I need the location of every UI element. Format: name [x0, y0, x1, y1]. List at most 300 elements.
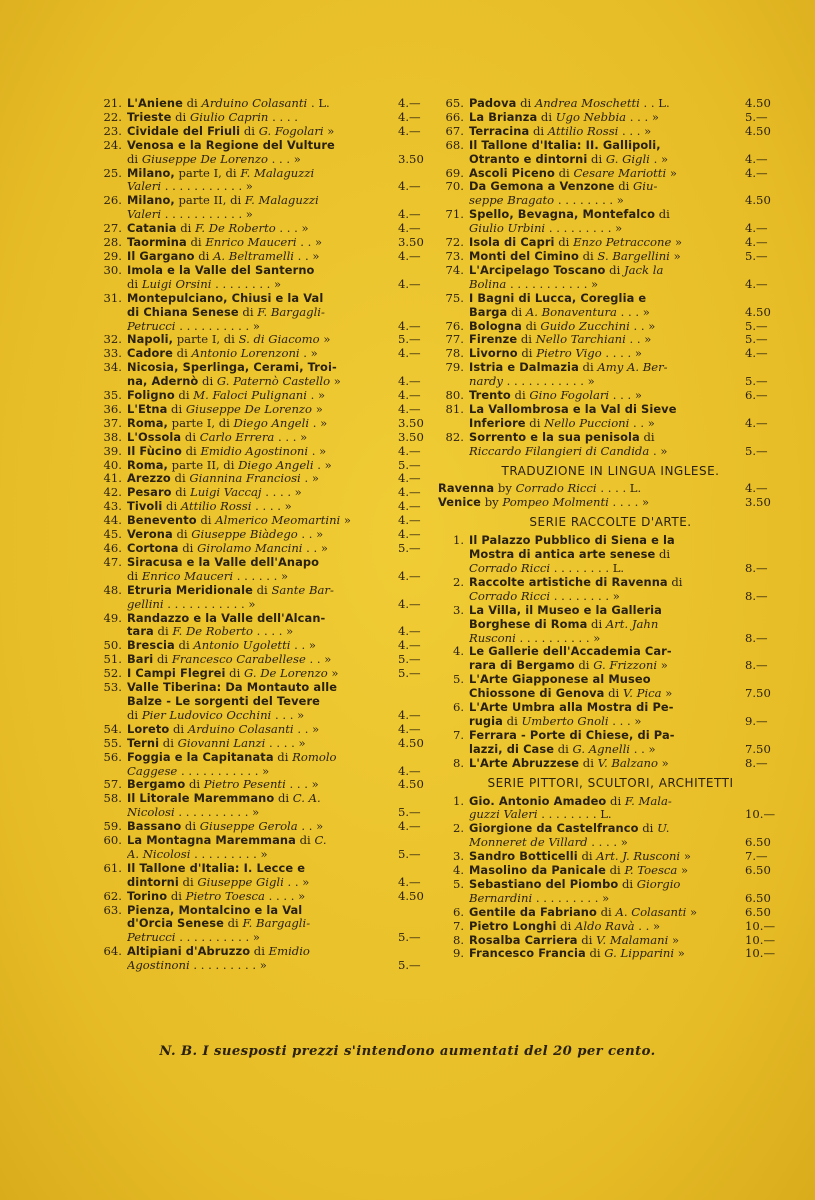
entry-price: 3.50 — [398, 235, 424, 250]
catalog-entry — [438, 496, 783, 510]
entry-number: 28. — [103, 235, 122, 250]
entry-filler: . . . . . . . . . » — [532, 891, 610, 905]
entry-title: Gio. Antonio Amadeo — [469, 794, 607, 808]
entry-line — [469, 906, 745, 920]
entry-filler: . . » — [629, 319, 656, 333]
entry-author: seppe Bragato — [469, 194, 555, 208]
entry-author: Sante Bar- — [271, 583, 334, 597]
entry-title: rara di Bergamo — [469, 659, 575, 673]
entry-title: L'Arte Giapponese al Museo — [469, 673, 651, 687]
entry-line — [469, 659, 745, 673]
entry-author: A. Beltramelli — [213, 249, 294, 263]
entry-author: Girolamo Mancini — [197, 542, 303, 555]
entry-filler: parte II, di — [167, 458, 239, 472]
catalog-entry — [96, 445, 436, 459]
entry-price: 4.— — [745, 276, 768, 291]
entry-number: 6. — [452, 904, 464, 919]
entry-line — [469, 431, 745, 445]
entry-line — [127, 236, 398, 250]
catalog-entry — [96, 612, 436, 640]
entry-line — [469, 850, 745, 864]
entry-filler: di — [240, 124, 259, 138]
entry-filler: di — [225, 667, 244, 681]
entry-filler: di — [638, 822, 658, 836]
entry-line — [469, 320, 745, 334]
entry-author: Enrico Mauceri — [141, 569, 234, 583]
entry-price: 5.— — [398, 457, 421, 472]
entry-line — [127, 472, 398, 486]
entry-filler: di — [170, 472, 190, 486]
entry-line — [127, 361, 398, 375]
entry-line — [469, 836, 745, 850]
entry-author: Giuseppe De Lorenzo — [141, 152, 268, 166]
entry-title: Arezzo — [127, 472, 171, 486]
entry-filler: di — [655, 208, 670, 222]
entry-title: Padova — [469, 97, 517, 110]
entry-line — [469, 125, 745, 139]
entry-filler: . » — [308, 444, 327, 458]
entry-price: 4.— — [398, 499, 421, 514]
entry-filler: di — [223, 917, 243, 931]
entry-author: Petrucci — [127, 319, 176, 333]
entry-price: 4.— — [398, 179, 421, 194]
entry-line — [127, 904, 398, 918]
catalog-entry — [96, 403, 436, 417]
entry-text — [127, 347, 398, 361]
entry-line — [469, 576, 745, 590]
entry-line — [127, 306, 398, 320]
entry-price: 5.— — [398, 332, 421, 347]
entry-price: 8.— — [745, 658, 768, 673]
entry-number: 67. — [445, 123, 464, 138]
entry-filler: di — [510, 389, 530, 403]
entry-author: Pompeo Molmenti — [502, 496, 609, 510]
entry-filler: . . . . . . . . L. — [537, 808, 612, 822]
right-column — [438, 97, 783, 961]
entry-text — [127, 778, 398, 792]
entry-line — [127, 612, 398, 626]
entry-number: 68. — [445, 137, 464, 152]
entry-author: F. Malaguzzi — [240, 166, 315, 180]
entry-text — [469, 864, 745, 878]
catalog-entry — [96, 389, 436, 403]
entry-number: 30. — [103, 262, 122, 277]
entry-text — [127, 681, 398, 723]
catalog-entry — [96, 834, 436, 862]
entry-title: Le Gallerie dell'Accademia Car- — [469, 645, 672, 659]
entry-filler: di — [172, 528, 192, 542]
entry-filler: . » — [309, 416, 328, 430]
entry-title: Nicosia, Sperlinga, Cerami, Troi- — [127, 361, 337, 375]
entry-price: 4.50 — [398, 888, 424, 903]
entry-title: Roma, — [127, 458, 168, 472]
entry-price: 3.50 — [398, 151, 424, 166]
entry-title: Ravenna — [438, 482, 495, 496]
entry-number: 35. — [103, 388, 122, 403]
entry-filler: di — [176, 222, 196, 236]
entry-title: Catania — [127, 222, 177, 236]
entry-author: V. Pica — [622, 687, 662, 701]
entry-text — [469, 111, 745, 125]
entry-line — [438, 496, 745, 510]
entry-title: Benevento — [127, 514, 197, 528]
entry-number: 55. — [103, 735, 122, 750]
entry-number: 42. — [103, 485, 122, 500]
entry-price: 4.— — [745, 221, 768, 236]
catalog-entry — [96, 542, 436, 556]
entry-price: 6.50 — [745, 890, 771, 905]
entry-text — [127, 514, 398, 528]
entry-price: 4.— — [745, 415, 768, 430]
entry-title: Monti del Cimino — [469, 249, 579, 263]
entry-text — [127, 97, 398, 111]
entry-filler: di — [577, 850, 597, 864]
entry-filler: di — [507, 305, 526, 319]
entry-title: Loreto — [127, 722, 170, 736]
entry-filler: . . » — [294, 249, 320, 263]
catalog-entry — [438, 320, 783, 334]
entry-filler: di — [198, 375, 217, 389]
entry-line — [127, 778, 398, 792]
entry-number: 79. — [445, 360, 464, 375]
entry-number: 21. — [103, 96, 122, 110]
entry-line — [127, 445, 398, 459]
entry-text — [469, 403, 745, 431]
catalog-entry — [96, 292, 436, 334]
entry-filler: parte I, di — [173, 333, 239, 347]
entry-line — [127, 917, 398, 931]
catalog-entry — [438, 208, 783, 236]
entry-author: Giuseppe De Lorenzo — [185, 402, 313, 416]
entry-number: 82. — [445, 429, 464, 444]
entry-author: G. Lipparini — [604, 947, 675, 961]
entry-price: 4.— — [398, 318, 421, 333]
entry-author: Giu- — [633, 180, 658, 194]
entry-price: 4.50 — [745, 304, 771, 319]
entry-title: Sandro Botticelli — [469, 850, 578, 864]
entry-text — [127, 612, 398, 640]
entry-filler: di — [167, 402, 186, 416]
entry-filler: . . » — [297, 528, 324, 542]
entry-number: 76. — [445, 318, 464, 333]
entry-price: 6.50 — [745, 904, 771, 919]
entry-price: 7.50 — [745, 686, 771, 701]
entry-filler: di — [169, 722, 188, 736]
entry-title: L'Etna — [127, 402, 168, 416]
entry-number: 53. — [103, 680, 122, 695]
entry-number: 51. — [103, 652, 122, 667]
entry-number: 61. — [103, 860, 122, 875]
catalog-entry — [96, 139, 436, 167]
entry-price: 4.— — [398, 513, 421, 528]
entry-number: 75. — [445, 290, 464, 305]
entry-number: 4. — [452, 644, 464, 659]
entry-text — [127, 389, 398, 403]
entry-title: Pienza, Montalcino e la Val — [127, 903, 303, 917]
entry-filler: di — [127, 569, 142, 583]
entry-filler: di — [537, 110, 556, 124]
entry-filler: » — [671, 236, 683, 250]
entry-line — [469, 222, 745, 236]
entry-author: guzzi Valeri — [469, 808, 538, 822]
pittori-header: SERIE PITTORI, SCULTORI, ARCHITETTI — [487, 775, 734, 790]
entry-title: Torino — [127, 889, 168, 903]
entry-text — [127, 139, 398, 167]
entry-number: 52. — [103, 666, 122, 681]
entry-filler: di — [556, 919, 576, 933]
entry-author: Giovanni Lanzi — [177, 736, 266, 750]
entry-text — [469, 822, 745, 850]
entry-filler: di — [516, 97, 535, 110]
entry-text — [127, 751, 398, 779]
entry-price: 5.— — [745, 248, 768, 263]
entry-line — [127, 751, 398, 765]
entry-filler: » — [657, 659, 668, 673]
entry-line — [127, 584, 398, 598]
entry-filler: di — [181, 820, 200, 834]
entry-text — [127, 584, 398, 612]
entry-number: 60. — [103, 833, 122, 848]
entry-line — [469, 590, 745, 604]
entry-author: A. Bonaventura — [525, 305, 617, 319]
catalog-entry — [96, 667, 436, 681]
entry-filler: di — [273, 750, 293, 764]
entry-author: F. De Roberto — [195, 222, 276, 236]
catalog-entry — [438, 347, 783, 361]
entry-text — [469, 431, 745, 459]
catalog-entry — [96, 333, 436, 347]
catalog-entry — [438, 139, 783, 167]
entry-line — [469, 333, 745, 347]
entry-author: F. Mala- — [624, 794, 672, 808]
entry-price: 10.— — [745, 932, 776, 947]
translation-header: TRADUZIONE IN LINGUA INGLESE. — [501, 463, 720, 478]
entry-price: 5.— — [745, 332, 768, 347]
catalog-entry — [96, 222, 436, 236]
entry-line — [469, 97, 745, 111]
catalog-entry — [438, 864, 783, 878]
entry-price: 4.— — [398, 874, 421, 889]
entry-filler: . . . . . . . . . » — [190, 847, 268, 861]
catalog-entry — [438, 111, 783, 125]
entry-price: 7.— — [745, 849, 768, 864]
catalog-entry — [438, 934, 783, 948]
entry-author: G. Gigli — [605, 152, 650, 166]
entry-price: 4.— — [398, 707, 421, 722]
entry-text — [127, 222, 398, 236]
entry-filler: di — [250, 945, 269, 959]
entry-price: 5.— — [398, 541, 421, 555]
entry-filler: . . » — [296, 236, 323, 250]
entry-title: Pietro Longhi — [469, 919, 557, 933]
entry-line — [127, 264, 398, 278]
entry-filler: di — [238, 305, 258, 319]
entry-filler: . . . . . . . . . . » — [175, 931, 261, 945]
entry-price: 4.— — [398, 819, 421, 834]
entry-filler: di — [655, 548, 671, 562]
entry-price: 5.— — [398, 666, 421, 681]
entry-author: Almerico Meomartini — [215, 514, 341, 528]
entry-line — [469, 548, 745, 562]
entry-line — [127, 765, 398, 779]
catalog-entry — [438, 292, 783, 320]
entry-line — [127, 695, 398, 709]
entry-title: Cividale del Friuli — [127, 124, 241, 138]
entry-line — [469, 687, 745, 701]
entry-text — [127, 431, 398, 445]
entry-author: Jack la — [624, 263, 664, 277]
entry-filler: . . . » — [626, 110, 659, 124]
entry-title: L'Arcipelago Toscano — [469, 263, 606, 277]
entry-line — [469, 864, 745, 878]
entry-filler: di — [127, 277, 142, 291]
catalog-entry — [438, 264, 783, 292]
entry-filler: di — [579, 756, 598, 770]
entry-price: 4.— — [398, 763, 421, 778]
entry-author: V. Balzano — [597, 756, 658, 770]
entry-line — [469, 645, 745, 659]
entry-author: Corrado Ricci — [469, 589, 551, 603]
entry-title: Barga — [469, 305, 508, 319]
entry-line — [469, 534, 745, 548]
entry-filler: » — [680, 850, 691, 864]
catalog-entry — [438, 822, 783, 850]
entry-title: Ascoli Piceno — [469, 166, 555, 180]
entry-filler: di — [605, 263, 624, 277]
entry-author: Attilio Rossi — [547, 124, 619, 138]
entry-number: 2. — [452, 574, 464, 589]
entry-line — [469, 562, 745, 576]
catalog-entry — [96, 723, 436, 737]
entry-price: 8.— — [745, 755, 768, 770]
entry-number: 57. — [103, 777, 122, 792]
catalog-entry — [96, 890, 436, 904]
entry-title: Il Tallone d'Italia: II. Gallipoli, — [469, 138, 661, 152]
entry-number: 31. — [103, 290, 122, 305]
entry-author: Caggese — [127, 764, 178, 778]
entry-line — [127, 931, 398, 945]
entry-filler: . . . . — [268, 110, 298, 124]
entry-filler: di — [577, 933, 597, 947]
entry-text — [127, 445, 398, 459]
entry-author: V. Malamani — [596, 933, 669, 947]
entry-author: G. Fogolari — [258, 124, 324, 138]
entry-filler: di — [525, 416, 545, 430]
entry-filler: . . . . » — [264, 889, 306, 903]
catalog-entry — [438, 673, 783, 701]
entry-filler: di — [574, 659, 594, 673]
entry-author: Giulio Caprin — [189, 110, 269, 124]
entry-number: 27. — [103, 221, 122, 236]
entry-price: 4.— — [398, 568, 421, 583]
entry-author: Riccardo Filangieri di Candida — [469, 444, 650, 458]
entry-title: Cortona — [127, 542, 179, 555]
entry-price: 4.— — [745, 235, 768, 250]
entry-number: 7. — [452, 727, 464, 742]
entry-line — [469, 236, 745, 250]
entry-filler: di — [606, 794, 625, 808]
entry-line — [127, 598, 398, 612]
entry-number: 7. — [452, 918, 464, 933]
entry-text — [469, 250, 745, 264]
entry-number: 3. — [452, 602, 464, 617]
entry-number: 66. — [445, 109, 464, 124]
entry-title: lazzi, di Case — [469, 742, 555, 756]
entry-filler: di — [639, 430, 655, 444]
entry-line — [127, 403, 398, 417]
entry-price: 5.— — [398, 846, 421, 861]
entry-line — [469, 795, 745, 809]
entry-line — [469, 250, 745, 264]
entry-price: 4.— — [398, 443, 421, 458]
entry-price: 5.— — [398, 958, 421, 973]
entry-title: Istria e Dalmazia — [469, 361, 579, 375]
entry-line — [469, 701, 745, 715]
entry-text — [469, 934, 745, 948]
entry-title: na, Adernò — [127, 375, 199, 389]
entry-title: Mostra di antica arte senese — [469, 548, 656, 562]
entry-title: d'Orcia Senese — [127, 917, 224, 931]
entry-title: La Montagna Maremmana — [127, 834, 296, 848]
entry-author: A. Colasanti — [615, 905, 687, 919]
entry-number: 50. — [103, 638, 122, 653]
entry-filler: di — [554, 236, 574, 250]
translation-entries — [438, 482, 783, 510]
entry-line — [127, 542, 398, 556]
entry-author: Giorgio — [636, 877, 681, 891]
entry-filler: di — [178, 875, 198, 889]
entry-line — [127, 389, 398, 403]
catalog-entry — [96, 236, 436, 250]
entry-filler: parte I, di — [167, 416, 234, 430]
entry-filler: . L. — [307, 97, 330, 110]
entry-text — [127, 862, 398, 890]
entry-number: 33. — [103, 346, 122, 361]
catalog-entry — [438, 576, 783, 604]
footer-note: N. B. I suesposti prezzi s'intendono aumentati del 20 per cento. — [159, 1044, 656, 1059]
entry-text — [127, 556, 398, 584]
entry-filler: . . . . . . . . . . » — [175, 319, 261, 333]
entry-author: Giuseppe Gigli — [197, 875, 284, 889]
catalog-entry — [96, 167, 436, 195]
entry-price: 8.— — [745, 561, 768, 575]
entry-author: Nicolosi — [127, 806, 175, 820]
entry-title: La Brianza — [469, 110, 538, 124]
entry-title: Francesco Francia — [469, 947, 586, 961]
entry-author: Valeri — [127, 180, 162, 194]
entry-line — [127, 431, 398, 445]
entry-title: Sebastiano del Piombo — [469, 877, 619, 891]
entry-title: L'Arte Umbra alla Mostra di Pe- — [469, 701, 674, 715]
entry-text — [469, 795, 745, 823]
entry-author: Cesare Mariotti — [573, 166, 667, 180]
entry-line — [127, 890, 398, 904]
entry-text — [127, 904, 398, 946]
entry-author: Carlo Errera — [199, 430, 275, 444]
entry-filler: . . » — [297, 820, 324, 834]
entry-author: Andrea Moschetti — [534, 97, 640, 110]
entry-line — [469, 167, 745, 181]
entry-line — [438, 482, 745, 496]
entry-text — [469, 347, 745, 361]
catalog-entry — [96, 528, 436, 542]
entry-number: 48. — [103, 582, 122, 597]
entry-title: Valle Tiberina: Da Montauto alle — [127, 681, 338, 695]
entry-number: 25. — [103, 165, 122, 180]
entry-line — [127, 333, 398, 347]
entry-text — [469, 906, 745, 920]
entry-title: Isola di Capri — [469, 236, 555, 250]
